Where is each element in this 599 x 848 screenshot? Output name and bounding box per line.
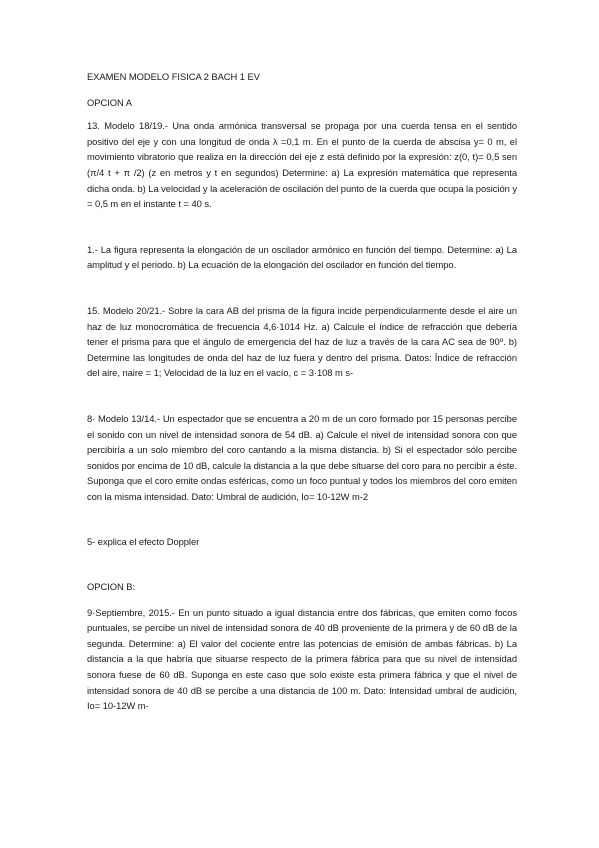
question-9: 9·Septiembre, 2015.- En un punto situado a igual distancia entre dos fábricas, que emiten como focos puntuales, se percibe un nivel de intensidad sonora de 40 dB proveniente de la primera y de 60 dB de la segunda. Determine: a) El valor del cociente entre las potencias de emisión de ambas fábricas. b) La distancia a la que habría que situarse respecto de la primera fábrica para que su nivel de intensidad sonora fuese de 60 dB. Suponga en este caso que solo existe esta primera fábrica y que el nivel de intensidad sonora de 40 dB se percibe a una distancia de 100 m. Dato: Intensidad umbral de audición, Io= 10-12W m- [87, 606, 517, 712]
question-8: 8· Modelo 13/14.- Un espectador que se encuentra a 20 m de un coro formado por 15 personas percibe el sonido con un nivel de intensidad sonora de 54 dB. a) Calcule el nivel de intensidad sonora con que percibiría a un solo miembro del coro cantando a la misma distancia. b) Si el espectador sólo percibe sonidos por encima de 10 dB, calcule la distancia a la que debe situarse del coro para no percibir a éste. Suponga que el coro emite ondas esféricas, como un foco puntual y todos los miembros del coro emiten con la misma intensidad. Dato: Umbral de audición, Io= 10-12W m-2 [87, 412, 517, 502]
question-13: 13. Modelo 18/19.- Una onda armónica transversal se propaga por una cuerda tensa en el sentido positivo del eje y con una longitud de onda λ =0,1 m. En el punto de la cuerda de abscisa y= 0 m, el movimiento vibratorio que realiza en la dirección del eje z está definido por la expresión: z(0, t)= 0,5 sen (π/4 t + π /2) (z en metros y t en segundos) Determine: a) La expresión matemática que representa dicha onda. b) La velocidad y la aceleración de oscilación del punto de la cuerda que ocupa la posición y = 0,5 m en el instante t = 40 s. [87, 120, 517, 210]
question-5: 5- explica el efecto Doppler [87, 536, 200, 548]
document-title: EXAMEN MODELO FISICA 2 BACH 1 EV [87, 71, 260, 82]
question-15: 15. Modelo 20/21.- Sobre la cara AB del prisma de la figura incide perpendicularmente desde el aire un haz de luz monocromática de frecuencia 4,6·1014 Hz. a) Calcule el índice de refracción que debería tener el prisma para que el ángulo de emergencia del haz de luz a través de la cara AC sea de 90º. b) Determine las longitudes de onda del haz de luz fuera y dentro del prisma. Datos: Índice de refracción del aire, naire = 1; Velocidad de la luz en el vacío, c = 3·108 m s- [87, 304, 517, 379]
document-body [87, 69, 517, 714]
option-b-heading: OPCION B: [87, 581, 135, 593]
option-a-heading: OPCION A [87, 96, 132, 108]
question-1: 1.- La figura representa la elongación de un oscilador armónico en función del tiempo. Determine: a) La amplitud y el periodo. b) La ecuación de la elongación del oscilador en función del tiempo. [87, 243, 517, 271]
